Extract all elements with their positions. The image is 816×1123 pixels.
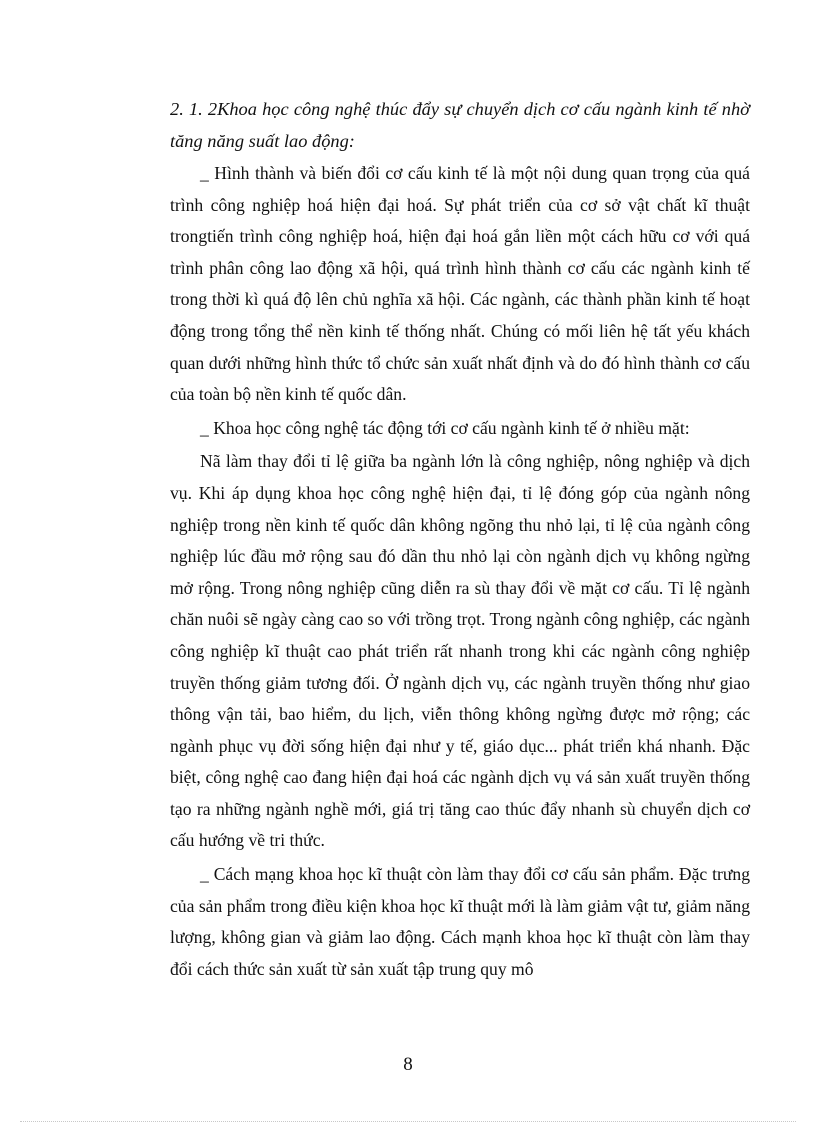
paragraph-3: Nã làm thay đổi tỉ lệ giữa ba ngành lớn là công nghiệp, nông nghiệp và dịch vụ. Khi áp dụng khoa học công nghệ hiện đại, tỉ lệ đóng góp của ngành nông nghiệp trong nền kinh tế quốc dân không ngõng thu nhỏ lại, tỉ lệ của ngành công nghiệp lúc đầu mở rộng sau đó dần thu nhỏ lại còn ngành dịch vụ không ngừng mở rộng. Trong nông nghiệp cũng diễn ra sù thay đổi về mặt cơ cấu. Tỉ lệ ngành chăn nuôi sẽ ngày càng cao so với trồng trọt. Trong ngành công nghiệp, các ngành công nghiệp kĩ thuật cao phát triển rất nhanh trong khi các ngành công nghiệp truyền thống giảm tương đối. Ở ngành dịch vụ, các ngành truyền thống như giao thông vận tải, bao hiểm, du lịch, viễn thông không ngừng được mở rộng; các ngành phục vụ đời sống hiện đại như y tế, giáo dục... phát triển khá nhanh. Đặc biệt, công nghệ cao đang hiện đại hoá các ngành dịch vụ vá sản xuất truyền thống tạo ra những ngành nghề mới, giá trị tăng cao thúc đẩy nhanh sù chuyển dịch cơ cấu hướng về tri thức. <box>170 451 750 851</box>
paragraph-2: _ Khoa học công nghệ tác động tới cơ cấu ngành kinh tế ở nhiều mặt: <box>200 417 690 438</box>
paragraph-1: _ Hình thành và biến đổi cơ cấu kinh tế là một nội dung quan trọng của quá trình công nghiệp hoá hiện đại hoá. Sự phát triển của cơ sở vật chất kĩ thuật trongtiến trình công nghiệp hoá, hiện đại hoá gắn liền một cách hữu cơ với quá trình phân công lao động xã hội, quá trình hình thành cơ cấu các ngành kinh tế trong thời kì quá độ lên chủ nghĩa xã hội. Các ngành, các thành phần kinh tế hoạt động trong tổng thể nền kinh tế thống nhất. Chúng có mối liên hệ tất yếu khách quan dưới những hình thức tổ chức sản xuất nhất định và do đó hình thành cơ cấu của toàn bộ nền kinh tế quốc dân. <box>170 163 750 405</box>
page-bottom-divider <box>20 1121 796 1122</box>
page-number: 8 <box>403 1054 413 1075</box>
body-text <box>170 93 750 985</box>
paragraph-4: _ Cách mạng khoa học kĩ thuật còn làm thay đổi cơ cấu sản phẩm. Đặc trưng của sản phẩm trong điều kiện khoa học kĩ thuật mới là làm giảm vật tư, giảm năng lượng, không gian và giảm lao động. Cách mạnh khoa học kĩ thuật còn làm thay đổi cách thức sản xuất từ sản xuất tập trung quy mô <box>170 864 750 979</box>
section-heading: 2. 1. 2Khoa học công nghệ thúc đẩy sự chuyển dịch cơ cấu ngành kinh tế nhờ tăng năng suất lao động: <box>170 99 750 151</box>
